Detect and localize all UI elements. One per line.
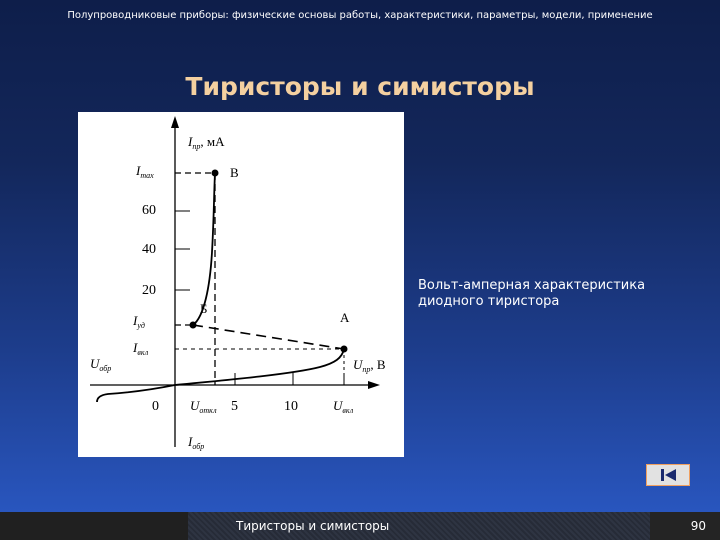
forward-off-state-curve [175, 349, 344, 385]
slide-title: Тиристоры и симисторы [185, 72, 535, 101]
x-axis-arrow [368, 381, 380, 389]
point-a [341, 346, 348, 353]
iv-characteristic-graph [78, 112, 404, 457]
tick-label-5: 5 [231, 399, 238, 414]
imax-label: $I_{max}$ [136, 163, 154, 180]
x-axis-label: $U_{пр}$, В [353, 357, 386, 374]
tick-label-20: 20 [142, 283, 156, 298]
point-v [212, 170, 219, 177]
y-axis-label: $I_{пр}$, мА [188, 134, 225, 151]
dashed-negative-resistance [193, 325, 344, 349]
tick-label-40: 40 [142, 242, 156, 257]
y-axis-arrow [171, 116, 179, 128]
u-reverse-label: $U_{обр}$ [90, 356, 112, 373]
footer-title: Тиристоры и симисторы [236, 519, 390, 533]
caption-line-1: Вольт-амперная характеристика [418, 278, 646, 293]
tick-label-0: 0 [152, 399, 159, 414]
point-b [190, 322, 197, 329]
presentation-subtitle: Полупроводниковые приборы: физические основы работы, характеристики, параметры, модели, применение [67, 10, 653, 21]
caption-line-2: диодного тиристора [418, 294, 560, 309]
reverse-branch-curve [97, 385, 175, 402]
graph-caption [418, 278, 698, 310]
ivkl-label: $I_{вкл}$ [133, 340, 149, 357]
i-reverse-label: $I_{обр}$ [188, 434, 205, 451]
tick-label-60: 60 [142, 203, 156, 218]
footer-left-panel [0, 512, 188, 540]
footer-bar [0, 512, 720, 540]
uotk-label: $U_{откл}$ [190, 398, 217, 415]
iud-label: $I_{уд}$ [133, 313, 145, 330]
point-v-label: В [230, 165, 239, 180]
tick-label-10: 10 [284, 399, 298, 414]
point-b-label: Б [200, 301, 208, 316]
uvkl-label: $U_{вкл}$ [333, 398, 354, 415]
first-slide-button[interactable] [646, 464, 690, 486]
point-a-label: А [340, 310, 350, 325]
page-number: 90 [650, 512, 720, 540]
skip-to-first-icon [659, 468, 679, 482]
graph-svg [78, 112, 404, 457]
